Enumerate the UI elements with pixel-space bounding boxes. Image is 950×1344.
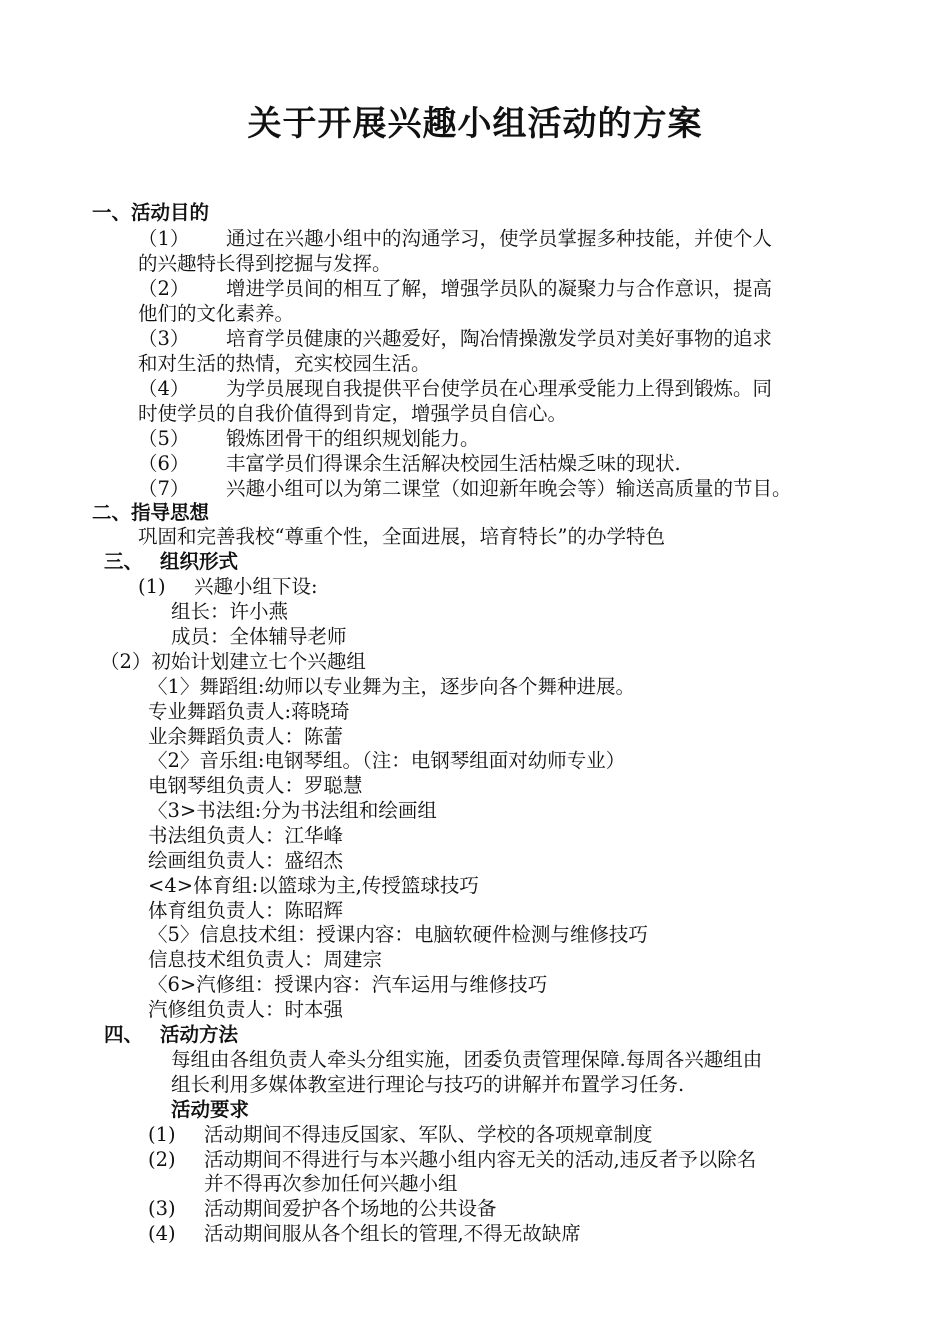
s3-group-2-lead: 电钢琴组负责人：罗聪慧 bbox=[148, 774, 363, 797]
s1-item-5-text: 锻炼团骨干的组织规划能力。 bbox=[226, 427, 480, 450]
s3-group-3-lead-a: 书法组负责人：江华峰 bbox=[148, 824, 344, 847]
s3-group-6: 〈6>汽修组：授课内容：汽车运用与维修技巧 bbox=[148, 973, 548, 996]
s1-item-3-text: 培育学员健康的兴趣爱好，陶冶情操激发学员对美好事物的追求 bbox=[226, 327, 773, 350]
s2-text: 巩固和完善我校“尊重个性，全面进展，培育特长”的办学特色 bbox=[138, 525, 665, 548]
s3-group-3-lead-b: 绘画组负责人：盛绍杰 bbox=[148, 849, 344, 872]
s3-group-1-lead-b: 业余舞蹈负责人：陈蕾 bbox=[148, 725, 344, 748]
section-3-heading: 组织形式 bbox=[160, 550, 239, 573]
s4-subheading: 活动要求 bbox=[171, 1098, 250, 1121]
s3-members: 成员：全体辅导老师 bbox=[171, 625, 347, 648]
s3-group-1: 〈1〉舞蹈组:幼师以专业舞为主，逐步向各个舞种进展。 bbox=[148, 675, 635, 698]
s1-item-5-num: （5） bbox=[138, 427, 190, 450]
s4-req-4-text: 活动期间服从各个组长的管理,不得无故缺席 bbox=[204, 1222, 581, 1245]
s4-req-2-num: (2) bbox=[148, 1148, 176, 1171]
s4-req-3-text: 活动期间爱护各个场地的公共设备 bbox=[204, 1197, 497, 1220]
s1-item-6-text: 丰富学员们得课余生活解决校园生活枯燥乏味的现状. bbox=[226, 452, 681, 475]
s1-item-2-cont: 他们的文化素养。 bbox=[138, 302, 295, 325]
s1-item-4-text: 为学员展现自我提供平台使学员在心理承受能力上得到锻炼。同 bbox=[226, 377, 773, 400]
section-4-heading: 活动方法 bbox=[160, 1023, 239, 1046]
s1-item-7-text: 兴趣小组可以为第二课堂（如迎新年晚会等）输送高质量的节目。 bbox=[226, 477, 792, 500]
s1-item-2-num: （2） bbox=[138, 277, 190, 300]
s4-req-1-text: 活动期间不得违反国家、军队、学校的各项规章制度 bbox=[204, 1123, 653, 1146]
s4-text-line-1: 每组由各组负责人牵头分组实施，团委负责管理保障.每周各兴趣组由 bbox=[171, 1048, 763, 1071]
s1-item-7-num: （7） bbox=[138, 477, 190, 500]
s4-req-3-num: (3) bbox=[148, 1197, 176, 1220]
s3-group-1-lead-a: 专业舞蹈负责人:蒋晓琦 bbox=[148, 700, 350, 723]
s3-p1-text: 兴趣小组下设: bbox=[194, 575, 318, 598]
section-2-heading: 二、指导思想 bbox=[92, 501, 210, 524]
section-3-heading-num: 三、 bbox=[104, 550, 144, 573]
s4-req-2-text: 活动期间不得进行与本兴趣小组内容无关的活动,违反者予以除名 bbox=[204, 1148, 757, 1171]
s3-group-6-lead: 汽修组负责人：时本强 bbox=[148, 998, 344, 1021]
section-1-heading: 一、活动目的 bbox=[92, 201, 210, 224]
s4-req-2-cont: 并不得再次参加任何兴趣小组 bbox=[204, 1172, 458, 1195]
s3-group-4-lead: 体育组负责人：陈昭辉 bbox=[148, 899, 344, 922]
s3-p1-num: (1) bbox=[138, 575, 166, 598]
s1-item-4-num: （4） bbox=[138, 377, 190, 400]
s1-item-3-num: （3） bbox=[138, 327, 190, 350]
s3-group-5: 〈5〉信息技术组：授课内容：电脑软硬件检测与维修技巧 bbox=[148, 923, 648, 946]
s1-item-4-cont: 时使学员的自我价值得到肯定，增强学员自信心。 bbox=[138, 402, 568, 425]
s1-item-6-num: （6） bbox=[138, 452, 190, 475]
s1-item-1-num: （1） bbox=[138, 227, 190, 250]
s3-group-5-lead: 信息技术组负责人：周建宗 bbox=[148, 948, 383, 971]
s3-p2: （2）初始计划建立七个兴趣组 bbox=[100, 650, 366, 673]
s3-group-2: 〈2〉音乐组:电钢琴组。（注：电钢琴组面对幼师专业） bbox=[148, 749, 626, 772]
s1-item-2-text: 增进学员间的相互了解，增强学员队的凝聚力与合作意识，提高 bbox=[226, 277, 773, 300]
s3-group-3: 〈3>书法组:分为书法组和绘画组 bbox=[148, 799, 437, 822]
s1-item-3-cont: 和对生活的热情，充实校园生活。 bbox=[138, 352, 431, 375]
s4-req-1-num: (1) bbox=[148, 1123, 176, 1146]
section-4-heading-num: 四、 bbox=[104, 1023, 144, 1046]
s4-text-line-2: 组长利用多媒体教室进行理论与技巧的讲解并布置学习任务. bbox=[171, 1073, 685, 1096]
s1-item-1-text: 通过在兴趣小组中的沟通学习，使学员掌握多种技能，并使个人 bbox=[226, 227, 773, 250]
s1-item-1-cont: 的兴趣特长得到挖掘与发挥。 bbox=[138, 252, 392, 275]
s4-req-4-num: (4) bbox=[148, 1222, 176, 1245]
s3-group-4: <4>体育组:以篮球为主,传授篮球技巧 bbox=[148, 874, 479, 897]
s3-leader: 组长：许小燕 bbox=[171, 600, 289, 623]
document-title: 关于开展兴趣小组活动的方案 bbox=[247, 104, 703, 144]
